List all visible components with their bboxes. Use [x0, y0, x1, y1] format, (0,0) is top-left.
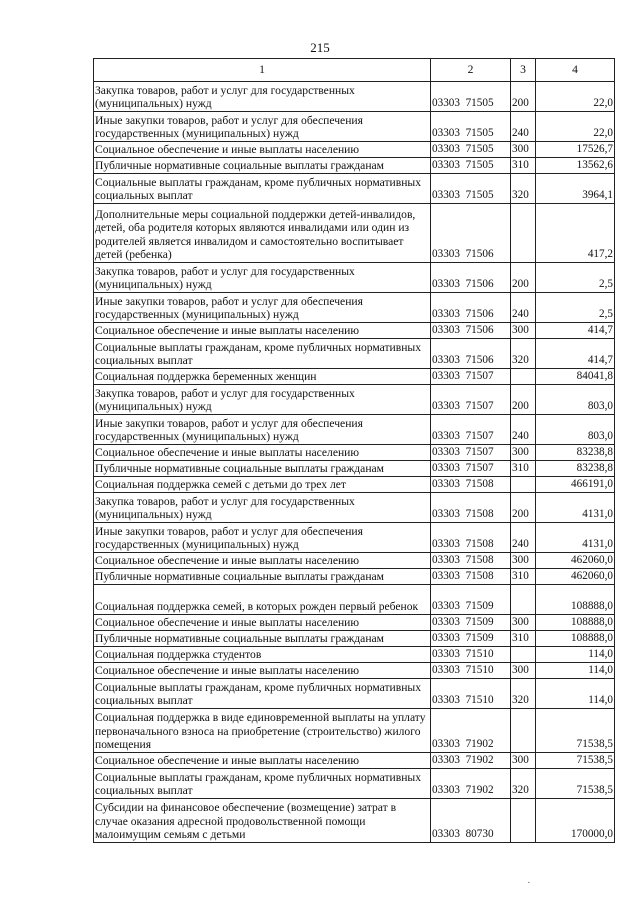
row-name: Закупка товаров, работ и услуг для государственных (муниципальных) нужд	[94, 82, 431, 112]
row-expense-type: 300	[511, 553, 536, 569]
table-row	[94, 174, 615, 204]
row-name: Социальная поддержка семей, в которых рожден первый ребенок	[94, 585, 431, 615]
row-amount: 71538,5	[536, 753, 615, 769]
row-amount: 3964,1	[536, 174, 615, 204]
row-name: Публичные нормативные социальные выплаты гражданам	[94, 631, 431, 647]
row-expense-type	[511, 647, 536, 663]
row-name: Социальная поддержка беременных женщин	[94, 369, 431, 385]
row-code: 03303 71505	[431, 142, 511, 158]
row-code: 03303 71509	[431, 631, 511, 647]
row-name: Социальная поддержка семей с детьми до трех лет	[94, 477, 431, 493]
row-name: Иные закупки товаров, работ и услуг для обеспечения государственных (муниципальных) нужд	[94, 523, 431, 553]
row-expense-type	[511, 709, 536, 753]
table-row	[94, 493, 615, 523]
table-row	[94, 415, 615, 445]
row-expense-type: 310	[511, 631, 536, 647]
row-amount: 170000,0	[536, 799, 615, 843]
row-name: Социальное обеспечение и иные выплаты населению	[94, 663, 431, 679]
table-row	[94, 293, 615, 323]
row-amount: 71538,5	[536, 709, 615, 753]
table-row	[94, 523, 615, 553]
row-name: Иные закупки товаров, работ и услуг для обеспечения государственных (муниципальных) нужд	[94, 293, 431, 323]
row-code: 03303 71506	[431, 339, 511, 369]
table-row	[94, 569, 615, 585]
row-expense-type: 240	[511, 112, 536, 142]
row-amount: 803,0	[536, 415, 615, 445]
table-row	[94, 142, 615, 158]
row-code: 03303 71508	[431, 493, 511, 523]
row-amount: 417,2	[536, 204, 615, 263]
row-amount: 71538,5	[536, 769, 615, 799]
row-amount: 13562,6	[536, 158, 615, 174]
header-col-2: 2	[431, 59, 511, 82]
row-name: Закупка товаров, работ и услуг для государственных (муниципальных) нужд	[94, 493, 431, 523]
row-name: Публичные нормативные социальные выплаты гражданам	[94, 569, 431, 585]
row-name: Публичные нормативные социальные выплаты гражданам	[94, 158, 431, 174]
row-amount: 108888,0	[536, 631, 615, 647]
table-header-row	[94, 59, 615, 82]
row-name: Закупка товаров, работ и услуг для государственных (муниципальных) нужд	[94, 263, 431, 293]
row-code: 03303 71505	[431, 112, 511, 142]
row-code: 03303 80730	[431, 799, 511, 843]
row-expense-type: 300	[511, 615, 536, 631]
row-expense-type: 320	[511, 679, 536, 709]
table-row	[94, 82, 615, 112]
table-row	[94, 369, 615, 385]
row-amount: 466191,0	[536, 477, 615, 493]
row-code: 03303 71507	[431, 415, 511, 445]
header-col-4: 4	[536, 59, 615, 82]
row-name: Социальные выплаты гражданам, кроме публичных нормативных социальных выплат	[94, 339, 431, 369]
row-code: 03303 71505	[431, 174, 511, 204]
row-amount: 803,0	[536, 385, 615, 415]
row-name: Социальное обеспечение и иные выплаты населению	[94, 323, 431, 339]
budget-table	[93, 58, 615, 843]
row-code: 03303 71509	[431, 615, 511, 631]
table-row	[94, 323, 615, 339]
table-row	[94, 647, 615, 663]
table-row	[94, 753, 615, 769]
row-code: 03303 71507	[431, 385, 511, 415]
row-amount: 4131,0	[536, 523, 615, 553]
row-expense-type: 310	[511, 461, 536, 477]
row-code: 03303 71507	[431, 461, 511, 477]
row-expense-type: 320	[511, 769, 536, 799]
row-amount: 2,5	[536, 293, 615, 323]
table-row	[94, 263, 615, 293]
row-amount: 4131,0	[536, 493, 615, 523]
row-amount: 462060,0	[536, 553, 615, 569]
row-amount: 114,0	[536, 663, 615, 679]
table-row	[94, 461, 615, 477]
row-name: Социальная поддержка студентов	[94, 647, 431, 663]
row-expense-type	[511, 585, 536, 615]
row-name: Иные закупки товаров, работ и услуг для обеспечения государственных (муниципальных) нужд	[94, 112, 431, 142]
row-amount: 17526,7	[536, 142, 615, 158]
table-row	[94, 553, 615, 569]
row-name: Дополнительные меры социальной поддержки детей-инвалидов, детей, оба родителя которых являются инвалидами или один из родителей является инвалидом и самостоятельно воспитывает детей (ребенка)	[94, 204, 431, 263]
row-amount: 83238,8	[536, 445, 615, 461]
row-expense-type: 300	[511, 142, 536, 158]
row-expense-type: 200	[511, 82, 536, 112]
page-number: 215	[310, 40, 330, 55]
row-expense-type: 300	[511, 323, 536, 339]
table-row	[94, 631, 615, 647]
table-row	[94, 799, 615, 843]
row-expense-type: 240	[511, 293, 536, 323]
row-code: 03303 71505	[431, 158, 511, 174]
header-col-3: 3	[511, 59, 536, 82]
row-amount: 84041,8	[536, 369, 615, 385]
row-amount: 2,5	[536, 263, 615, 293]
row-code: 03303 71508	[431, 569, 511, 585]
table-row	[94, 769, 615, 799]
row-name: Публичные нормативные социальные выплаты гражданам	[94, 461, 431, 477]
table-row	[94, 679, 615, 709]
row-code: 03303 71508	[431, 523, 511, 553]
row-name: Социальное обеспечение и иные выплаты населению	[94, 615, 431, 631]
table-row	[94, 477, 615, 493]
row-code: 03303 71508	[431, 477, 511, 493]
row-name: Закупка товаров, работ и услуг для государственных (муниципальных) нужд	[94, 385, 431, 415]
row-expense-type: 310	[511, 569, 536, 585]
row-name: Субсидии на финансовое обеспечение (возмещение) затрат в случае оказания адресной продовольственной помощи малоимущим семьям с детьми	[94, 799, 431, 843]
row-name: Социальное обеспечение и иные выплаты населению	[94, 445, 431, 461]
row-amount: 83238,8	[536, 461, 615, 477]
row-name: Социальное обеспечение и иные выплаты населению	[94, 753, 431, 769]
row-code: 03303 71509	[431, 585, 511, 615]
row-code: 03303 71902	[431, 753, 511, 769]
row-expense-type: 300	[511, 663, 536, 679]
row-expense-type: 200	[511, 493, 536, 523]
table-row	[94, 158, 615, 174]
row-amount: 114,0	[536, 679, 615, 709]
row-expense-type	[511, 477, 536, 493]
row-amount: 108888,0	[536, 615, 615, 631]
row-expense-type	[511, 799, 536, 843]
row-name: Социальное обеспечение и иные выплаты населению	[94, 553, 431, 569]
row-amount: 462060,0	[536, 569, 615, 585]
row-name: Иные закупки товаров, работ и услуг для обеспечения государственных (муниципальных) нужд	[94, 415, 431, 445]
row-code: 03303 71510	[431, 647, 511, 663]
row-name: Социальные выплаты гражданам, кроме публичных нормативных социальных выплат	[94, 769, 431, 799]
row-code: 03303 71506	[431, 323, 511, 339]
table-row	[94, 112, 615, 142]
row-expense-type: 200	[511, 263, 536, 293]
table-row	[94, 709, 615, 753]
table-row	[94, 445, 615, 461]
row-code: 03303 71902	[431, 769, 511, 799]
row-amount: 114,0	[536, 647, 615, 663]
table-row	[94, 585, 615, 615]
row-code: 03303 71508	[431, 553, 511, 569]
row-code: 03303 71510	[431, 679, 511, 709]
row-code: 03303 71505	[431, 82, 511, 112]
row-expense-type: 300	[511, 445, 536, 461]
row-amount: 22,0	[536, 112, 615, 142]
scan-mark: ·	[527, 877, 531, 889]
row-code: 03303 71510	[431, 663, 511, 679]
row-expense-type: 320	[511, 174, 536, 204]
row-name: Социальные выплаты гражданам, кроме публичных нормативных социальных выплат	[94, 679, 431, 709]
table-row	[94, 615, 615, 631]
table-row	[94, 385, 615, 415]
table-row	[94, 339, 615, 369]
row-expense-type	[511, 204, 536, 263]
row-name: Социальная поддержка в виде единовременной выплаты на уплату первоначального взноса на приобретение (строительство) жилого помещения	[94, 709, 431, 753]
header-col-1: 1	[94, 59, 431, 82]
row-code: 03303 71506	[431, 263, 511, 293]
table-row	[94, 663, 615, 679]
row-code: 03303 71506	[431, 293, 511, 323]
table-row	[94, 204, 615, 263]
row-amount: 414,7	[536, 323, 615, 339]
row-expense-type: 240	[511, 415, 536, 445]
row-amount: 22,0	[536, 82, 615, 112]
table-body	[94, 82, 615, 843]
row-amount: 108888,0	[536, 585, 615, 615]
row-expense-type: 200	[511, 385, 536, 415]
row-code: 03303 71507	[431, 445, 511, 461]
row-code: 03303 71507	[431, 369, 511, 385]
row-name: Социальные выплаты гражданам, кроме публичных нормативных социальных выплат	[94, 174, 431, 204]
row-expense-type: 320	[511, 339, 536, 369]
row-code: 03303 71902	[431, 709, 511, 753]
row-amount: 414,7	[536, 339, 615, 369]
row-expense-type: 300	[511, 753, 536, 769]
row-expense-type: 310	[511, 158, 536, 174]
row-expense-type: 240	[511, 523, 536, 553]
row-expense-type	[511, 369, 536, 385]
row-name: Социальное обеспечение и иные выплаты населению	[94, 142, 431, 158]
row-code: 03303 71506	[431, 204, 511, 263]
